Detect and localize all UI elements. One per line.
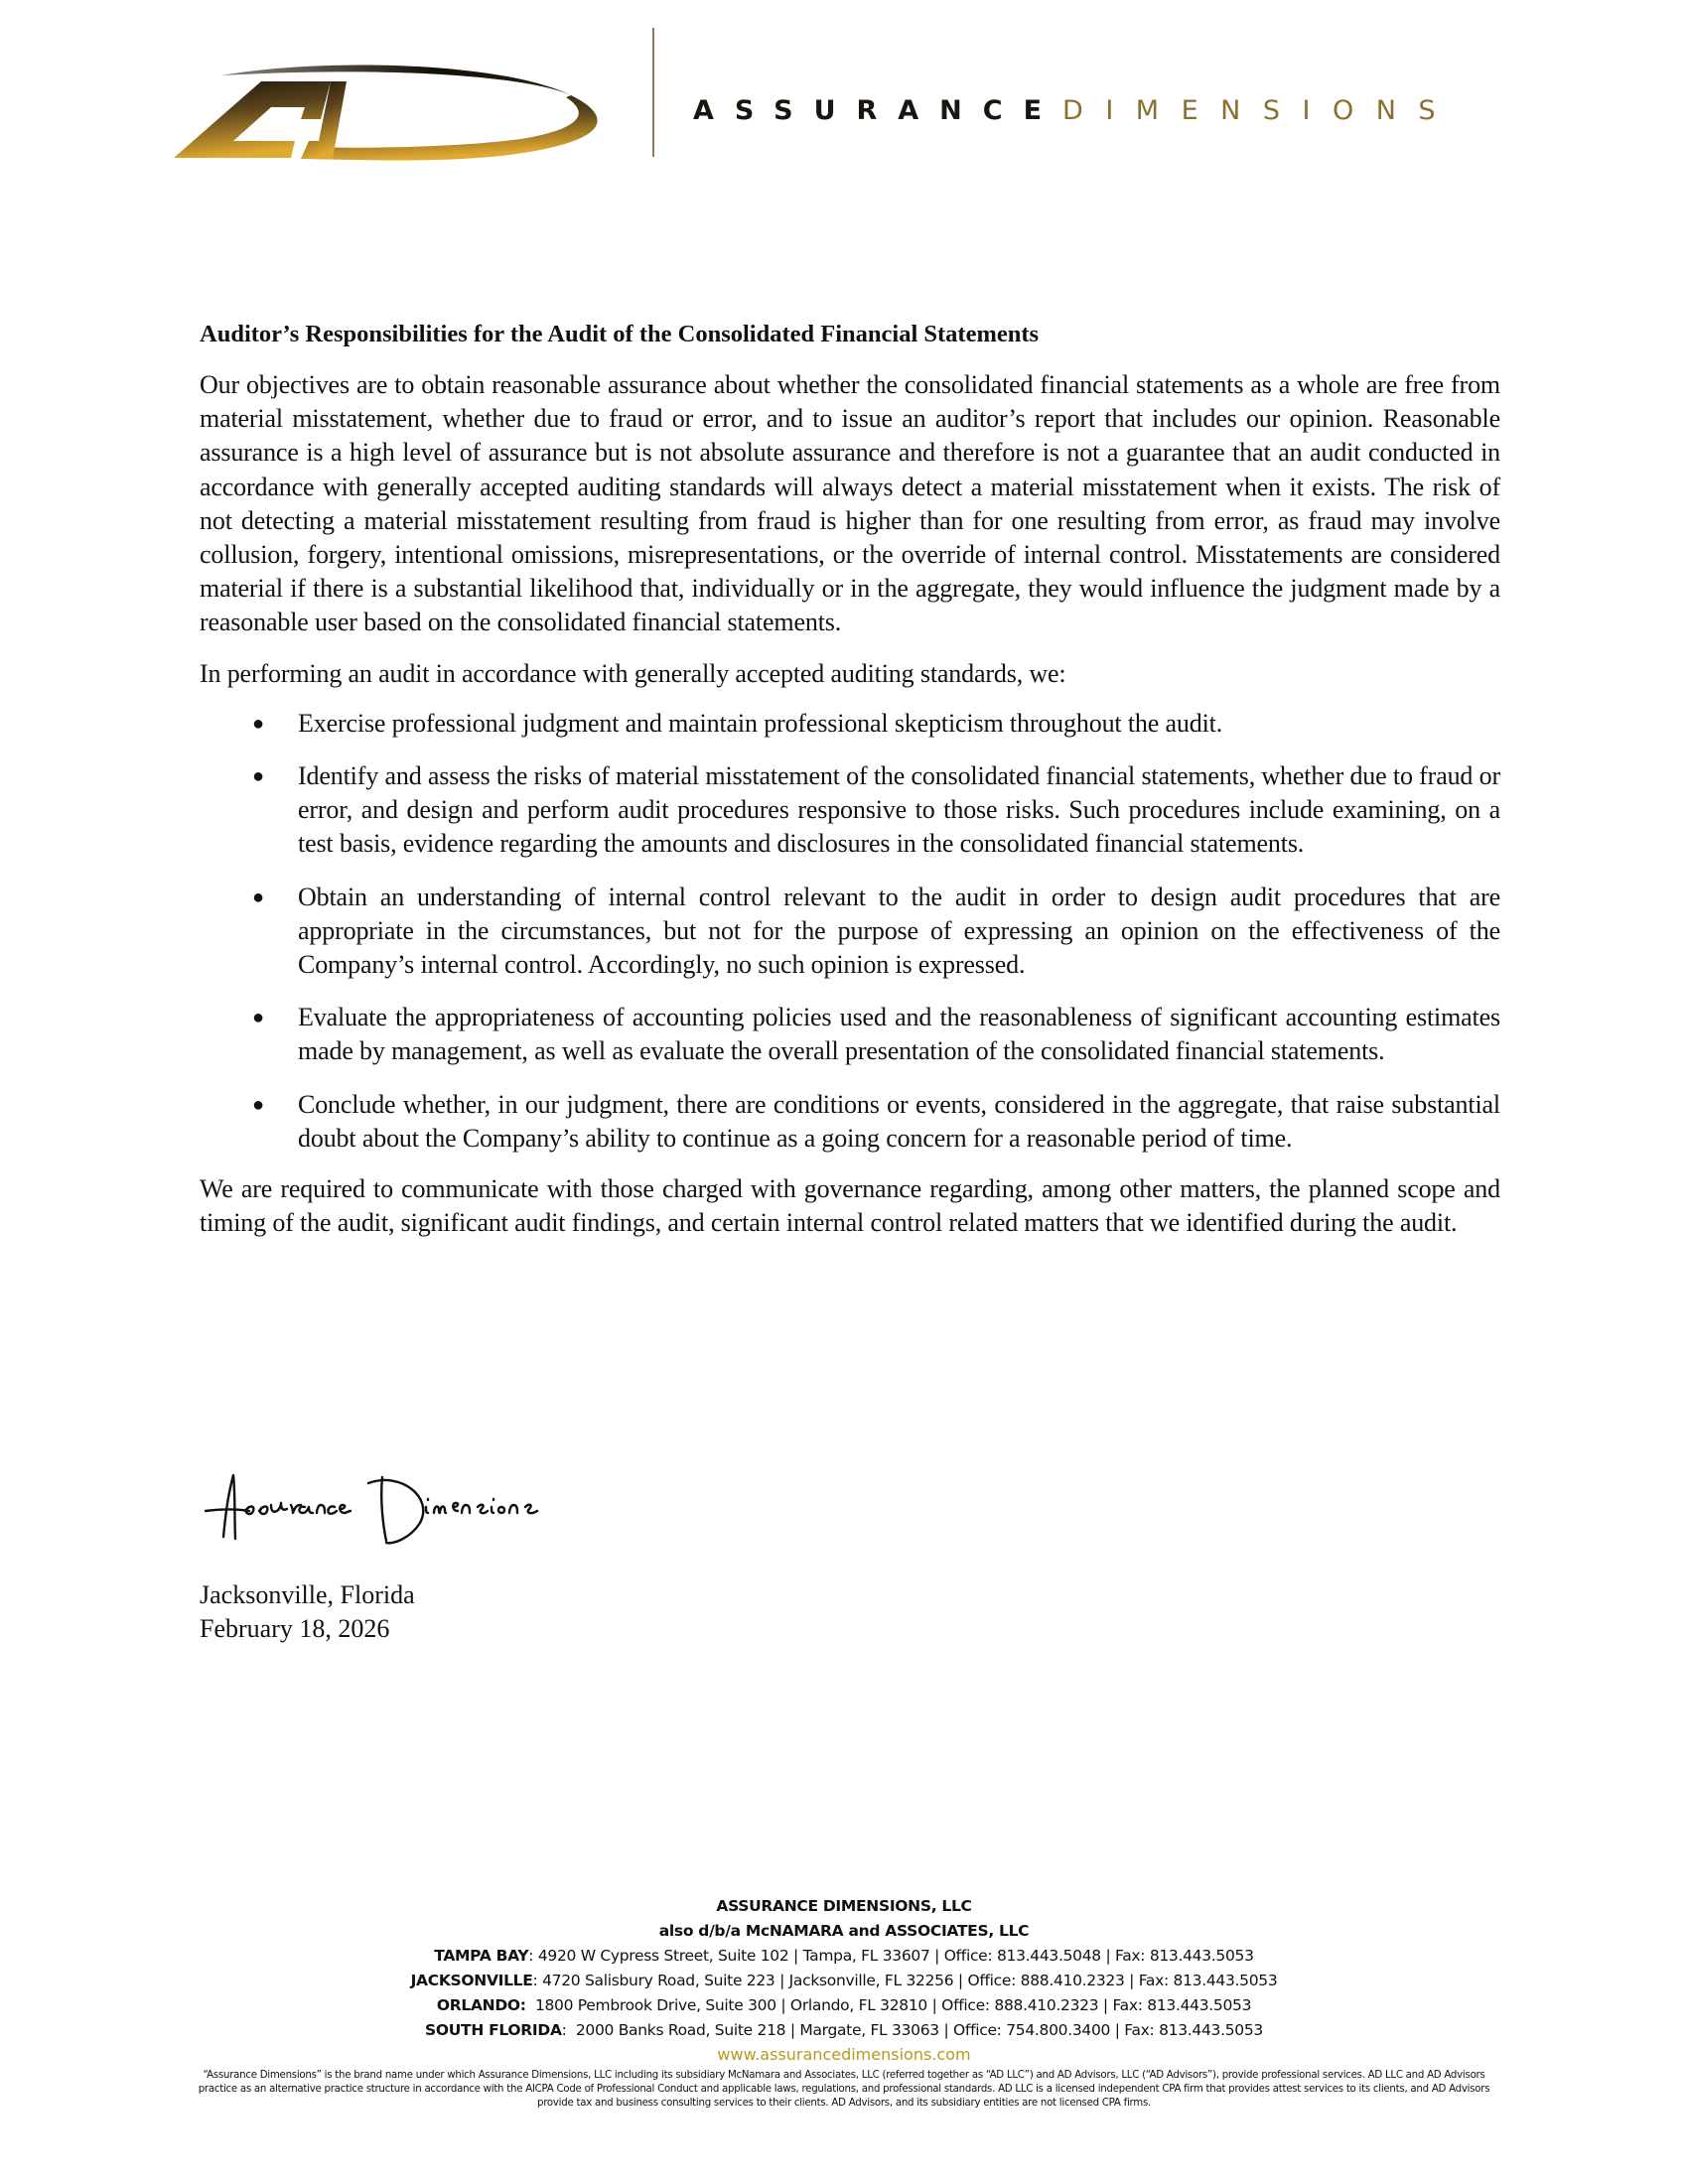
bullet-icon: ● bbox=[252, 886, 264, 908]
signature-block bbox=[200, 1578, 415, 1646]
list-item bbox=[200, 1001, 1500, 1068]
office-sep: : bbox=[528, 1947, 538, 1965]
list-item bbox=[200, 759, 1500, 862]
office-sep: : bbox=[532, 1972, 543, 1989]
legal-disclaimer: “Assurance Dimensions” is the brand name under which Assurance Dimensions, LLC including its subsidiary McNamara and Associates, LLC (referred together as “AD LLC”) and AD Advisors, LLC (“AD Advisors”), provide professional services. AD LLC and AD Advisors practice as an alternative practice structure in accordance with the AICPA Code of Professional Conduct and applicable laws, regulations, and professional standards. AD LLC is a licensed independent CPA firm that provides attest services to its clients, and AD Advisors provide tax and business consulting services to their clients. AD Advisors, and its subsidiary entities are not licensed CPA firms. bbox=[198, 2070, 1490, 2109]
handwritten-signature-icon bbox=[202, 1467, 579, 1549]
list-item-text: Evaluate the appropriateness of accounting policies used and the reasonableness of significant accounting estimates made by management, as well as evaluate the overall presentation of the consolidated financial statements. bbox=[298, 1003, 1500, 1066]
footer-company-name: ASSURANCE DIMENSIONS, LLC bbox=[716, 1897, 972, 1915]
section-heading: Auditor’s Responsibilities for the Audit of the Consolidated Financial Statements bbox=[200, 321, 1040, 347]
footer-office-line bbox=[0, 1944, 1688, 1969]
ad-monogram-logo-icon bbox=[174, 62, 613, 161]
office-sep bbox=[526, 1996, 535, 2014]
objectives-paragraph: Our objectives are to obtain reasonable assurance about whether the consolidated financial statements as a whole are free from material misstatement, whether due to fraud or error, and to issue an auditor’s report that includes our opinion. Reasonable assurance is a high level of assurance but is not absolute assurance and therefore is not a guarantee that an audit conducted in accordance with generally accepted auditing standards will always detect a material misstatement when it exists. The risk of not detecting a material misstatement resulting from fraud is higher than for one resulting from error, as fraud may involve collusion, forgery, intentional omissions, misrepresentations, or the override of internal control. Misstatements are considered material if there is a substantial likelihood that, individually or in the aggregate, they would influence the judgment made by a reasonable user based on the consolidated financial statements. bbox=[200, 370, 1500, 637]
office-sep: : bbox=[561, 2021, 576, 2039]
footer-dba: also d/b/a McNAMARA and ASSOCIATES, LLC bbox=[658, 1922, 1030, 1940]
bullet-icon: ● bbox=[252, 1093, 264, 1116]
footer-office-line bbox=[0, 2018, 1688, 2043]
footer-office-line bbox=[0, 1993, 1688, 2018]
office-label: JACKSONVILLE bbox=[410, 1972, 533, 1989]
list-item-text: Conclude whether, in our judgment, there are conditions or events, considered in the aggregate, that raise substantial doubt about the Company’s ability to continue as a going concern for a reasonable period of time. bbox=[298, 1089, 1500, 1153]
office-label: SOUTH FLORIDA bbox=[425, 2021, 562, 2039]
signature-date: February 18, 2026 bbox=[200, 1614, 390, 1643]
brand-part-dimensions: DIMENSIONS bbox=[1062, 95, 1459, 126]
list-item bbox=[200, 707, 1500, 741]
lead-in-paragraph: In performing an audit in accordance with generally accepted auditing standards, we: bbox=[200, 658, 1066, 688]
responsibilities-list bbox=[200, 707, 1500, 1156]
brand-part-assurance: ASSURANCE bbox=[693, 95, 1063, 126]
report-body bbox=[200, 318, 1500, 1257]
office-label: TAMPA BAY bbox=[434, 1947, 529, 1965]
office-label: ORLANDO: bbox=[436, 1996, 526, 2014]
brand-wordmark bbox=[693, 95, 1458, 127]
office-details: 4720 Salisbury Road, Suite 223 | Jacksonville, FL 32256 | Office: 888.410.2323 | Fax: 813.443.5053 bbox=[542, 1972, 1278, 1989]
list-item-text: Obtain an understanding of internal control relevant to the audit in order to design audit procedures that are appropriate in the circumstances, but not for the purpose of expressing an opinion on the effectiveness of the Company’s internal control. Accordingly, no such opinion is expressed. bbox=[298, 882, 1500, 980]
list-item bbox=[200, 1088, 1500, 1156]
website-link[interactable]: www.assurancedimensions.com bbox=[717, 2045, 971, 2064]
signature-city: Jacksonville, Florida bbox=[200, 1580, 415, 1609]
bullet-icon: ● bbox=[252, 1007, 264, 1029]
closing-paragraph: We are required to communicate with those charged with governance regarding, among other matters, the planned scope and timing of the audit, significant audit findings, and certain internal control related matters that we identified during the audit. bbox=[200, 1174, 1500, 1238]
bullet-icon: ● bbox=[252, 712, 264, 735]
office-details: 2000 Banks Road, Suite 218 | Margate, FL 33063 | Office: 754.800.3400 | Fax: 813.443.5053 bbox=[575, 2021, 1263, 2039]
list-item bbox=[200, 881, 1500, 983]
letterhead-footer bbox=[0, 1894, 1688, 2111]
list-item-text: Identify and assess the risks of material misstatement of the consolidated financial statements, whether due to fraud or error, and design and perform audit procedures responsive to those risks. Such procedures include examining, on a test basis, evidence regarding the amounts and disclosures in the consolidated financial statements. bbox=[298, 761, 1500, 859]
office-details: 1800 Pembrook Drive, Suite 300 | Orlando, FL 32810 | Office: 888.410.2323 | Fax: 813.443.5053 bbox=[534, 1996, 1252, 2014]
header-divider bbox=[652, 28, 654, 157]
footer-office-line bbox=[0, 1969, 1688, 1993]
list-item-text: Exercise professional judgment and maintain professional skepticism throughout the audit. bbox=[298, 708, 1223, 738]
office-details: 4920 W Cypress Street, Suite 102 | Tampa, FL 33607 | Office: 813.443.5048 | Fax: 813.443.5053 bbox=[537, 1947, 1254, 1965]
bullet-icon: ● bbox=[252, 765, 264, 788]
